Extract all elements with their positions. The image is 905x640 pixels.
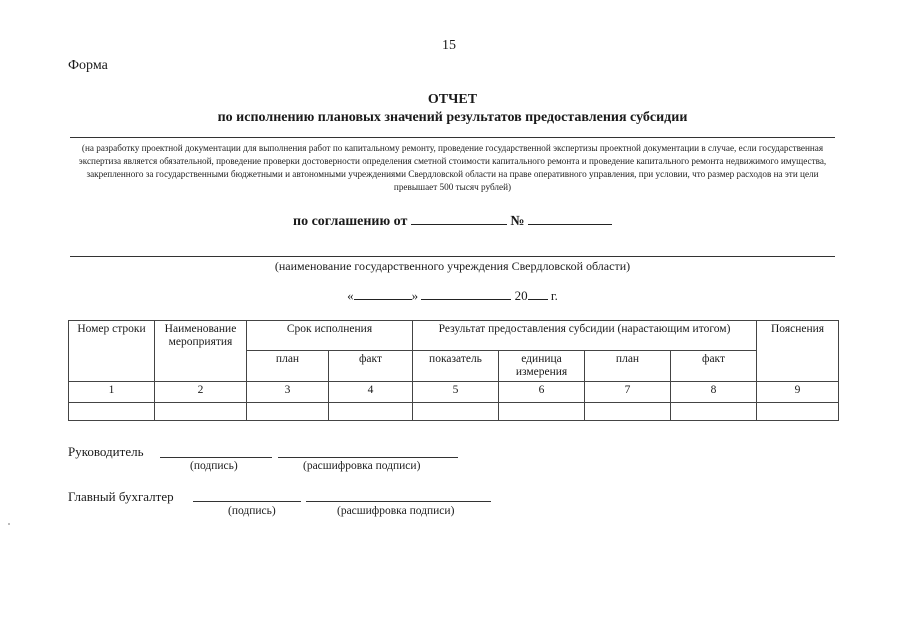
year-prefix: 20: [514, 288, 528, 303]
form-label: Форма: [68, 58, 108, 73]
empty-cell[interactable]: [69, 403, 155, 421]
empty-cell[interactable]: [671, 403, 757, 421]
agreement-number-blank: [528, 211, 612, 225]
column-number: 6: [499, 382, 585, 403]
report-subtitle: по исполнению плановых значений результатов предоставления субсидии: [217, 110, 688, 125]
header-deadline-plan: план: [247, 351, 329, 382]
empty-cell[interactable]: [499, 403, 585, 421]
report-date-line: [0, 286, 905, 304]
institution-caption: (наименование государственного учреждения Свердловской области): [274, 259, 631, 273]
year-suffix: г.: [550, 288, 558, 303]
date-close-quote: »: [411, 288, 419, 303]
column-number: 1: [69, 382, 155, 403]
column-number-row: [69, 382, 839, 403]
empty-cell[interactable]: [155, 403, 247, 421]
accountant-signature-caption: (подпись): [228, 505, 276, 517]
empty-cell[interactable]: [247, 403, 329, 421]
header-result-fact: факт: [671, 351, 757, 382]
month-blank: [421, 286, 511, 300]
date-open-quote: «: [347, 288, 354, 303]
accountant-decoding-caption: (расшифровка подписи): [337, 505, 455, 517]
column-number: 7: [585, 382, 671, 403]
page-number: 15: [442, 38, 456, 53]
report-table: [68, 320, 839, 421]
header-result-indicator: показатель: [413, 351, 499, 382]
scan-speck: [8, 523, 10, 525]
empty-cell[interactable]: [329, 403, 413, 421]
empty-data-row: [69, 403, 839, 421]
column-number: 2: [155, 382, 247, 403]
header-result-unit: единица измерения: [499, 351, 585, 382]
head-signature-caption: (подпись): [190, 460, 238, 472]
column-number: 4: [329, 382, 413, 403]
accountant-decoding-line: [306, 501, 491, 502]
purpose-note: (на разработку проектной документации для выполнения работ по капитальному ремонту, проведение государственной экспертизы проектной документации в случае, если государственная экспертиза является обязательной, проведение проверки достоверности определения сметной стоимости капитального ремонта и проведение капитального ремонта недвижимого имущества, закрепленного за государственными бюджетными и автономными учреждениями Свердловской области на праве оперативного управления, при условии, что размер расходов на эти цели превышает 500 тысяч рублей): [78, 143, 827, 192]
empty-cell[interactable]: [757, 403, 839, 421]
header-deadline-fact: факт: [329, 351, 413, 382]
header-result: Результат предоставления субсидии (нарастающим итогом): [413, 321, 757, 351]
report-title: ОТЧЕТ: [427, 92, 478, 107]
agreement-prefix: по соглашению от: [293, 214, 408, 229]
agreement-number-sign: №: [510, 214, 525, 229]
column-number: 8: [671, 382, 757, 403]
header-result-plan: план: [585, 351, 671, 382]
purpose-fill-line: [70, 137, 835, 138]
accountant-signature-line: [193, 501, 301, 502]
head-decoding-line: [278, 457, 458, 458]
header-explanations: Пояснения: [757, 321, 839, 382]
institution-fill-line: [70, 256, 835, 257]
signature-role-accountant: Главный бухгалтер: [68, 489, 174, 504]
empty-cell[interactable]: [413, 403, 499, 421]
header-row-number: Номер строки: [69, 321, 155, 382]
empty-cell[interactable]: [585, 403, 671, 421]
head-decoding-caption: (расшифровка подписи): [303, 460, 421, 472]
agreement-date-blank: [411, 211, 507, 225]
day-blank: [354, 286, 412, 300]
agreement-line: [0, 211, 905, 230]
column-number: 5: [413, 382, 499, 403]
signature-role-head: Руководитель: [68, 444, 144, 459]
column-number: 9: [757, 382, 839, 403]
header-deadline: Срок исполнения: [247, 321, 413, 351]
header-activity: Наименование мероприятия: [155, 321, 247, 382]
column-number: 3: [247, 382, 329, 403]
head-signature-line: [160, 457, 272, 458]
year-blank: [528, 286, 548, 300]
